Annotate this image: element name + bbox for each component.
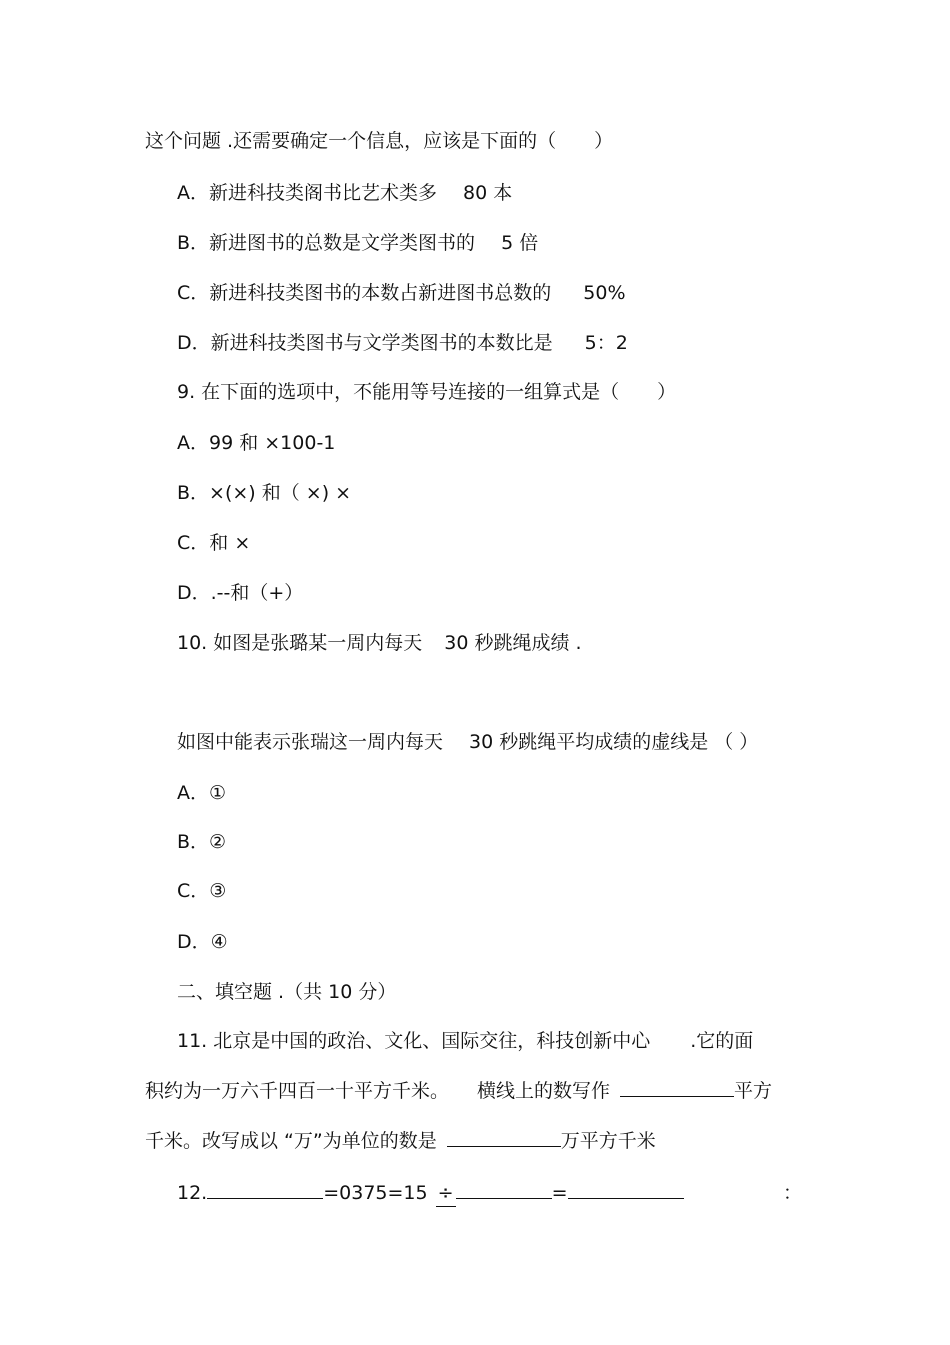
q8-option-a[interactable]	[177, 180, 512, 206]
option-letter: C．	[177, 282, 210, 304]
q11-text-7: 万平方千米	[560, 1130, 656, 1152]
q10-option-a[interactable]	[177, 780, 226, 806]
q10-question	[177, 729, 758, 755]
option-letter: B．	[177, 482, 210, 504]
q12-line	[177, 1180, 684, 1207]
option-letter: C．	[177, 880, 210, 902]
q10-stem-text: 10. 如图是张璐某一周内每天	[177, 632, 423, 654]
q9-stem: 9. 在下面的选项中，不能用等号连接的一组算式是（ ）	[177, 381, 677, 403]
q10-stem-text-2: 30 秒跳绳成绩 .	[444, 632, 582, 654]
q11-line-1	[177, 1028, 753, 1054]
option-letter: D．	[177, 931, 211, 953]
option-text: 新进科技类图书与文学类图书的本数比是	[210, 332, 553, 354]
q12-answer-blank-3[interactable]	[568, 1180, 684, 1199]
q12-number: 12.	[177, 1182, 208, 1204]
option-text: .--和（+）	[210, 582, 304, 604]
option-text: 新进科技类阁书比艺术类多	[209, 182, 438, 204]
option-letter: D．	[177, 582, 211, 604]
q10-option-b[interactable]	[177, 829, 226, 855]
option-letter: B．	[177, 232, 210, 254]
q12-divide-sign: ÷	[436, 1180, 456, 1207]
option-value: 5 倍	[501, 232, 539, 254]
q8-option-b[interactable]	[177, 230, 538, 256]
q10-question-text-2: 30 秒跳绳平均成绩的虚线是 （ ）	[469, 731, 759, 753]
q12-equals-sign: =	[551, 1182, 568, 1204]
q11-text: 11. 北京是中国的政治、文化、国际交往，科技创新中心	[177, 1030, 651, 1052]
q11-line-2	[145, 1078, 772, 1104]
option-letter: D．	[177, 332, 211, 354]
option-text: 新进科技类图书的本数占新进图书总数的	[209, 282, 552, 304]
option-text: ④	[210, 931, 228, 953]
q12-colon: ：	[783, 1182, 803, 1204]
q11-text-3: 积约为一万六千四百一十平方千米。	[145, 1080, 450, 1102]
q10-stem	[177, 630, 582, 656]
option-value: 80 本	[463, 182, 513, 204]
q12-answer-blank-2[interactable]	[456, 1180, 552, 1199]
option-text: 新进图书的总数是文学类图书的	[209, 232, 476, 254]
option-text: 99 和 ×100-1	[209, 432, 336, 454]
q11-answer-blank-2[interactable]	[447, 1128, 561, 1147]
q8-stem: 这个问题 .还需要确定一个信息，应该是下面的（ ）	[145, 130, 614, 152]
q10-question-text: 如图中能表示张瑞这一周内每天	[177, 731, 444, 753]
q10-option-c[interactable]	[177, 878, 226, 904]
q9-option-b[interactable]	[177, 480, 351, 506]
q11-answer-blank-1[interactable]	[620, 1078, 734, 1097]
option-letter: A．	[177, 782, 209, 804]
q11-text-5: 平方	[734, 1080, 773, 1102]
option-letter: A．	[177, 432, 209, 454]
q11-text-6: 千米。改写成以 “万”为单位的数是	[145, 1130, 437, 1152]
option-value: 5：2	[584, 332, 628, 354]
q10-option-d[interactable]	[177, 929, 228, 955]
q12-equation-text: =0375=15	[323, 1182, 428, 1204]
section-title: 二、填空题 .（共 10 分）	[177, 981, 397, 1003]
option-value: 50%	[583, 282, 626, 304]
q8-option-d[interactable]	[177, 330, 628, 356]
option-text: ×(×) 和（ ×) ×	[209, 482, 352, 504]
option-letter: A．	[177, 182, 209, 204]
option-text: ③	[209, 880, 227, 902]
option-text: ①	[209, 782, 227, 804]
q9-option-d[interactable]	[177, 580, 303, 606]
q11-text-4: 横线上的数写作	[477, 1080, 611, 1102]
q8-option-c[interactable]	[177, 280, 626, 306]
q9-option-c[interactable]	[177, 530, 250, 556]
q11-text-2: .它的面	[690, 1030, 754, 1052]
q12-answer-blank-1[interactable]	[207, 1180, 323, 1199]
option-letter: C．	[177, 532, 210, 554]
q9-option-a[interactable]	[177, 430, 335, 456]
option-text: ②	[209, 831, 227, 853]
option-text: 和 ×	[209, 532, 251, 554]
option-letter: B．	[177, 831, 210, 853]
q11-line-3	[145, 1128, 656, 1154]
